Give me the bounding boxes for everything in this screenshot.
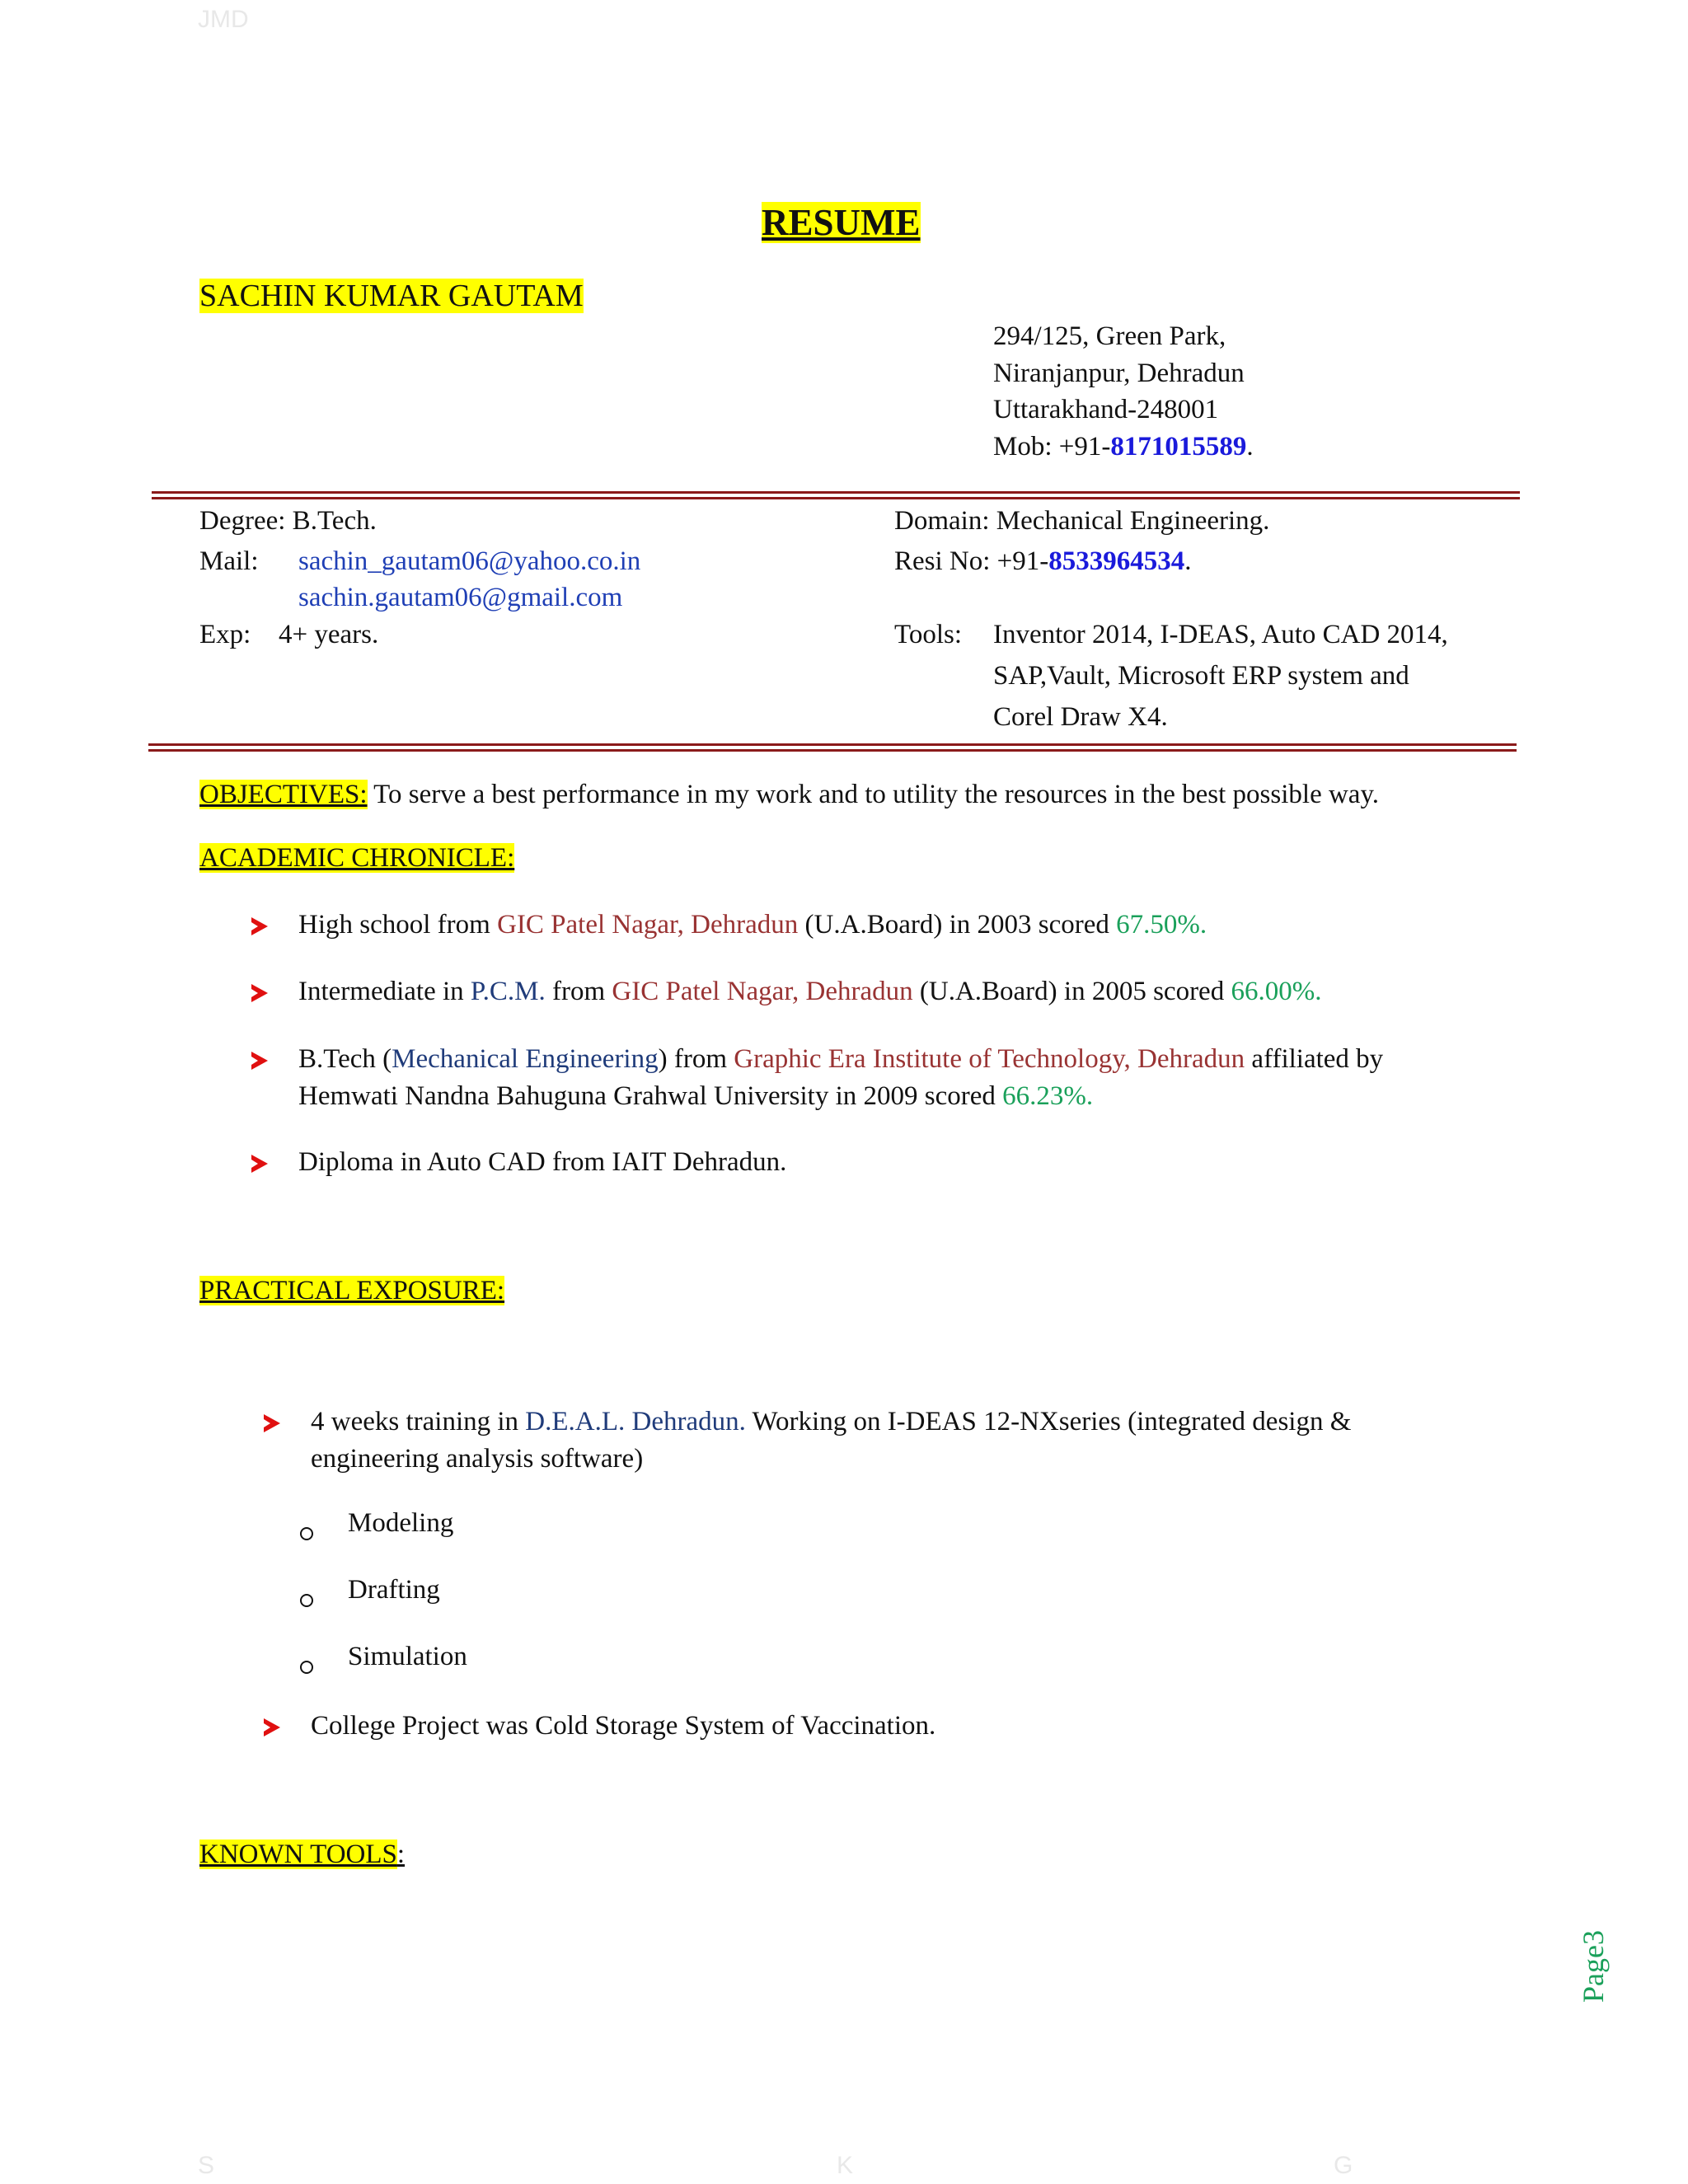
text: 4 weeks training in — [311, 1407, 526, 1436]
tools-line-1: Inventor 2014, I-DEAS, Auto CAD 2014, — [993, 620, 1448, 649]
text: Working on I-DEAS 12-NXseries (integrated design & — [745, 1407, 1352, 1436]
mobile-end: . — [1246, 432, 1254, 462]
text: High school from — [298, 910, 498, 940]
sub-item-drafting: Drafting — [348, 1575, 440, 1605]
bullet-arrow-icon — [251, 1155, 268, 1173]
degree: Degree: B.Tech. — [199, 506, 377, 536]
residence-end: . — [1184, 546, 1192, 576]
exp-label: Exp: — [199, 620, 251, 649]
objectives-heading: OBJECTIVES: — [199, 780, 368, 809]
text: Intermediate in — [298, 977, 471, 1006]
bullet-arrow-icon — [251, 917, 268, 935]
practical-heading-text: PRACTICAL EXPOSURE: — [199, 1276, 505, 1305]
college-name: Graphic Era Institute of Technology, Dehradun — [734, 1044, 1245, 1074]
watermark-top: JMD — [198, 6, 249, 33]
academic-heading-text: ACADEMIC CHRONICLE: — [199, 843, 515, 873]
page-title — [762, 200, 921, 245]
bullet-arrow-icon — [251, 1052, 268, 1070]
candidate-name — [199, 278, 584, 316]
tools-line-3: Corel Draw X4. — [993, 702, 1168, 732]
branch: Mechanical Engineering — [392, 1044, 659, 1074]
academic-item-diploma: Diploma in Auto CAD from IAIT Dehradun. — [298, 1147, 787, 1177]
watermark-bottom-g: G — [1334, 2152, 1353, 2179]
residence-value: 8533964534 — [1048, 546, 1185, 576]
address-line-3: Uttarakhand-248001 — [993, 395, 1219, 424]
school-name: GIC Patel Nagar, Dehradun — [497, 910, 799, 940]
divider-bottom-2 — [148, 749, 1517, 752]
practical-item-college-project: College Project was Cold Storage System of Vaccination. — [311, 1711, 936, 1741]
academic-heading — [199, 842, 514, 875]
score: 66.23%. — [1002, 1081, 1094, 1111]
sub-item-modeling: Modeling — [348, 1508, 454, 1538]
text: (U.A.Board) in 2003 scored — [798, 910, 1117, 940]
divider-top-1 — [152, 491, 1520, 494]
school-name: GIC Patel Nagar, Dehradun — [612, 977, 913, 1006]
address-line-1: 294/125, Green Park, — [993, 321, 1226, 351]
known-tools-heading-text: KNOWN TOOLS — [199, 1840, 397, 1869]
bullet-arrow-icon — [251, 984, 268, 1002]
domain: Domain: Mechanical Engineering. — [894, 506, 1270, 536]
divider-top-2 — [152, 497, 1520, 499]
tools-line-2: SAP,Vault, Microsoft ERP system and — [993, 661, 1409, 691]
mobile-value: 8171015589 — [1110, 432, 1247, 462]
residence-number — [894, 546, 1192, 579]
known-tools-heading — [199, 1839, 405, 1872]
sub-bullet-circle-icon — [300, 1527, 313, 1540]
text: Hemwati Nandna Bahuguna Grahwal University in 2009 scored — [298, 1081, 1003, 1111]
watermark-bottom-k: K — [837, 2152, 854, 2179]
tools-label: Tools: — [894, 620, 963, 649]
email-gmail[interactable]: sachin.gautam06@gmail.com — [298, 583, 623, 612]
exp-value: 4+ years. — [279, 620, 379, 649]
email-yahoo[interactable]: sachin_gautam06@yahoo.co.in — [298, 546, 641, 576]
sub-bullet-circle-icon — [300, 1661, 313, 1674]
page-title-text: RESUME — [762, 202, 921, 243]
stream: P.C.M. — [470, 977, 546, 1006]
score: 66.00%. — [1231, 977, 1322, 1006]
company-name: D.E.A.L. Dehradun. — [525, 1407, 746, 1436]
sub-bullet-circle-icon — [300, 1594, 313, 1607]
text: B.Tech ( — [298, 1044, 392, 1074]
bullet-arrow-icon — [264, 1718, 280, 1736]
text: from — [545, 977, 612, 1006]
sub-item-simulation: Simulation — [348, 1642, 467, 1671]
practical-item-training-line-2: engineering analysis software) — [311, 1444, 644, 1474]
practical-item-training-line-1 — [311, 1406, 1351, 1439]
watermark-bottom-s: S — [198, 2152, 215, 2179]
practical-heading — [199, 1275, 504, 1308]
academic-item-intermediate — [298, 976, 1321, 1009]
text: ) from — [658, 1044, 734, 1074]
mobile-label: Mob: +91- — [993, 432, 1111, 462]
page-number: Page3 — [1577, 1930, 1610, 2003]
academic-item-btech-line-2 — [298, 1080, 1093, 1113]
known-tools-colon: : — [396, 1840, 406, 1869]
academic-item-btech-line-1 — [298, 1043, 1383, 1076]
candidate-name-text: SACHIN KUMAR GAUTAM — [199, 279, 584, 313]
residence-label: Resi No: +91- — [894, 546, 1049, 576]
divider-bottom-1 — [148, 743, 1517, 746]
bullet-arrow-icon — [264, 1414, 280, 1432]
mail-label: Mail: — [199, 546, 259, 576]
text: (U.A.Board) in 2005 scored — [912, 977, 1231, 1006]
mobile-number — [993, 431, 1254, 464]
score: 67.50%. — [1116, 910, 1207, 940]
text: affiliated by — [1245, 1044, 1384, 1074]
address-line-2: Niranjanpur, Dehradun — [993, 359, 1245, 388]
academic-item-high-school — [298, 909, 1207, 942]
objectives — [199, 779, 1379, 812]
objectives-text: To serve a best performance in my work and to utility the resources in the best possible way. — [367, 780, 1380, 809]
